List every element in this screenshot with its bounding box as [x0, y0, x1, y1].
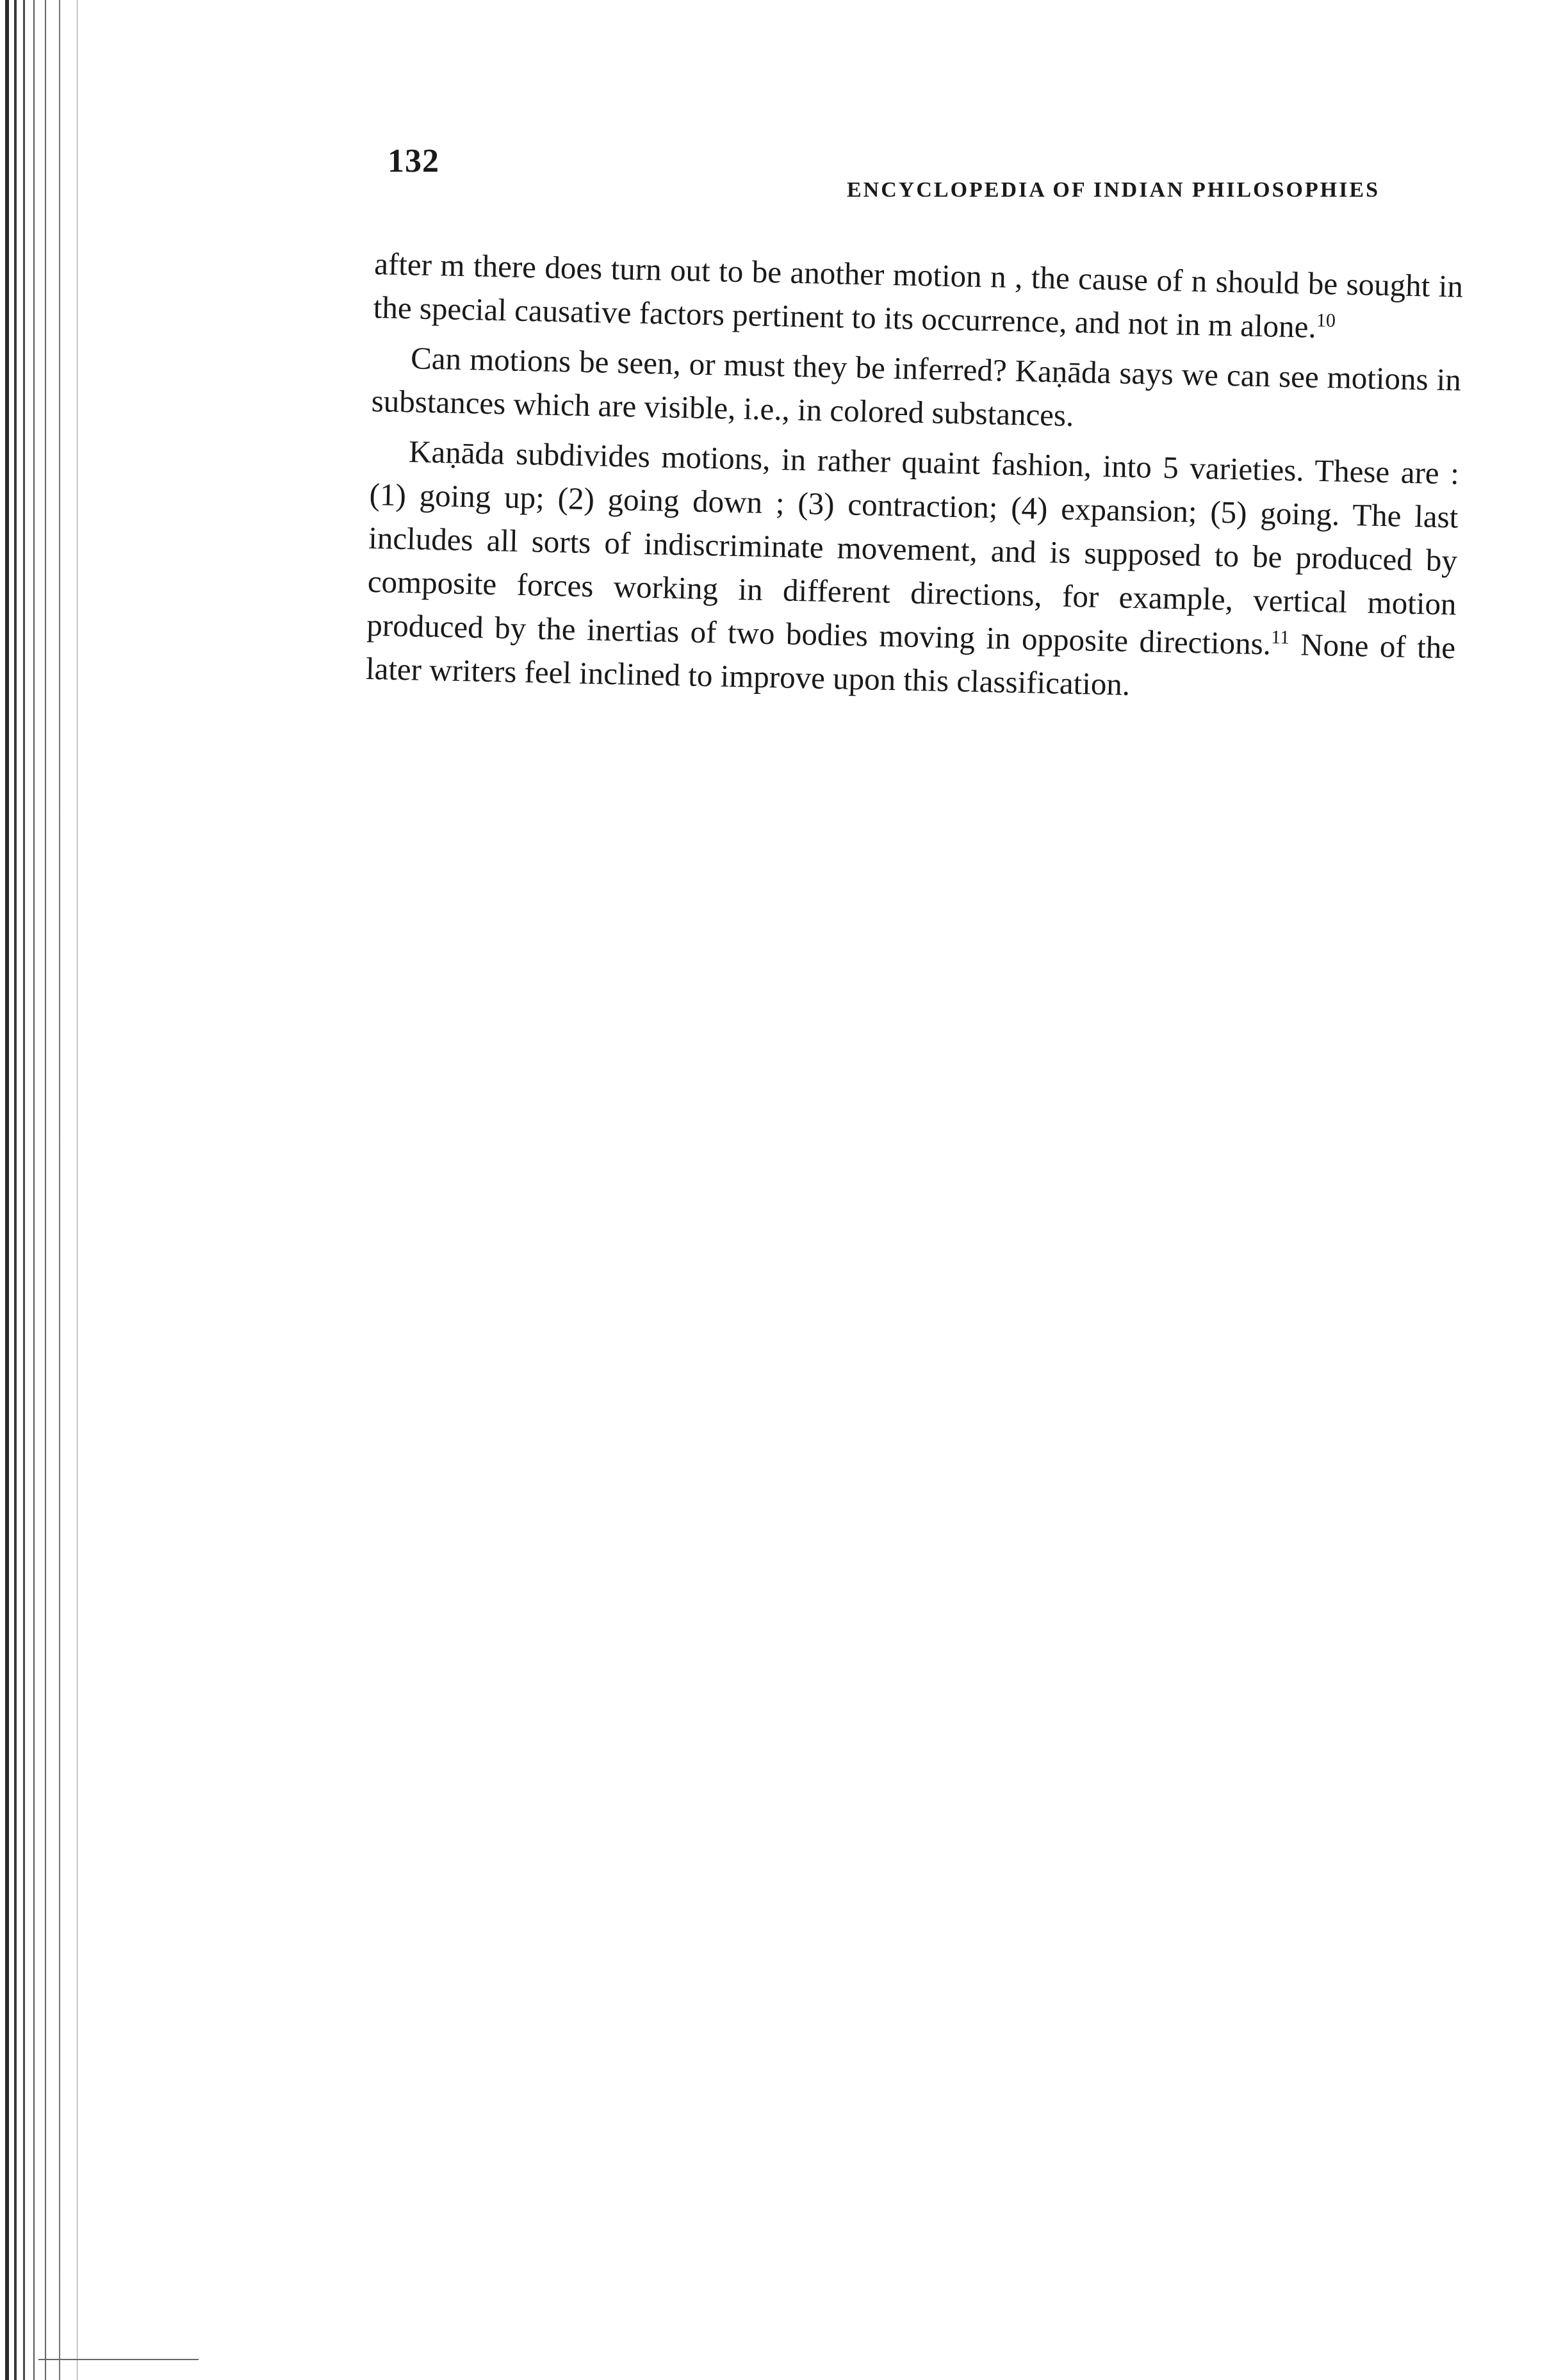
- paragraph-3-tail: None of the later writers feel inclined to improve upon this classification.: [365, 627, 1456, 702]
- footnote-ref-11: 11: [1270, 627, 1290, 648]
- book-binding-edge: [0, 0, 109, 2380]
- footnote-ref-10: 10: [1316, 309, 1336, 332]
- paragraph-1: [373, 242, 1463, 352]
- paragraph-2-text: Can motions be seen, or must they be inferred? Kaṇāda says we can see motions in substances which are visible, i.e., in colored substances.: [371, 340, 1462, 433]
- running-head: ENCYCLOPEDIA OF INDIAN PHILOSOPHIES: [847, 178, 1380, 202]
- paragraph-3-text: Kaṇāda subdivides motions, in rather quaint fashion, into 5 varieties. These are : (1) going up; (2) going down ; (3) contraction; (4) expansion; (5) going. The last includes all sorts of indiscriminate movement, and is supposed to be produced by composite forces working in different directions, for example, vertical motion produced by the inertias of two bodies moving in opposite directions.: [366, 434, 1460, 662]
- paragraph-1-text: after m there does turn out to be another motion n , the cause of n should be sought in the special causative factors pertinent to its occurrence, and not in m alone.: [373, 245, 1464, 345]
- body-text: [365, 242, 1463, 713]
- paragraph-3: [365, 429, 1459, 714]
- paragraph-2: [371, 336, 1461, 446]
- page-number: 132: [388, 143, 439, 179]
- binding-bottom-rule: [38, 2359, 199, 2360]
